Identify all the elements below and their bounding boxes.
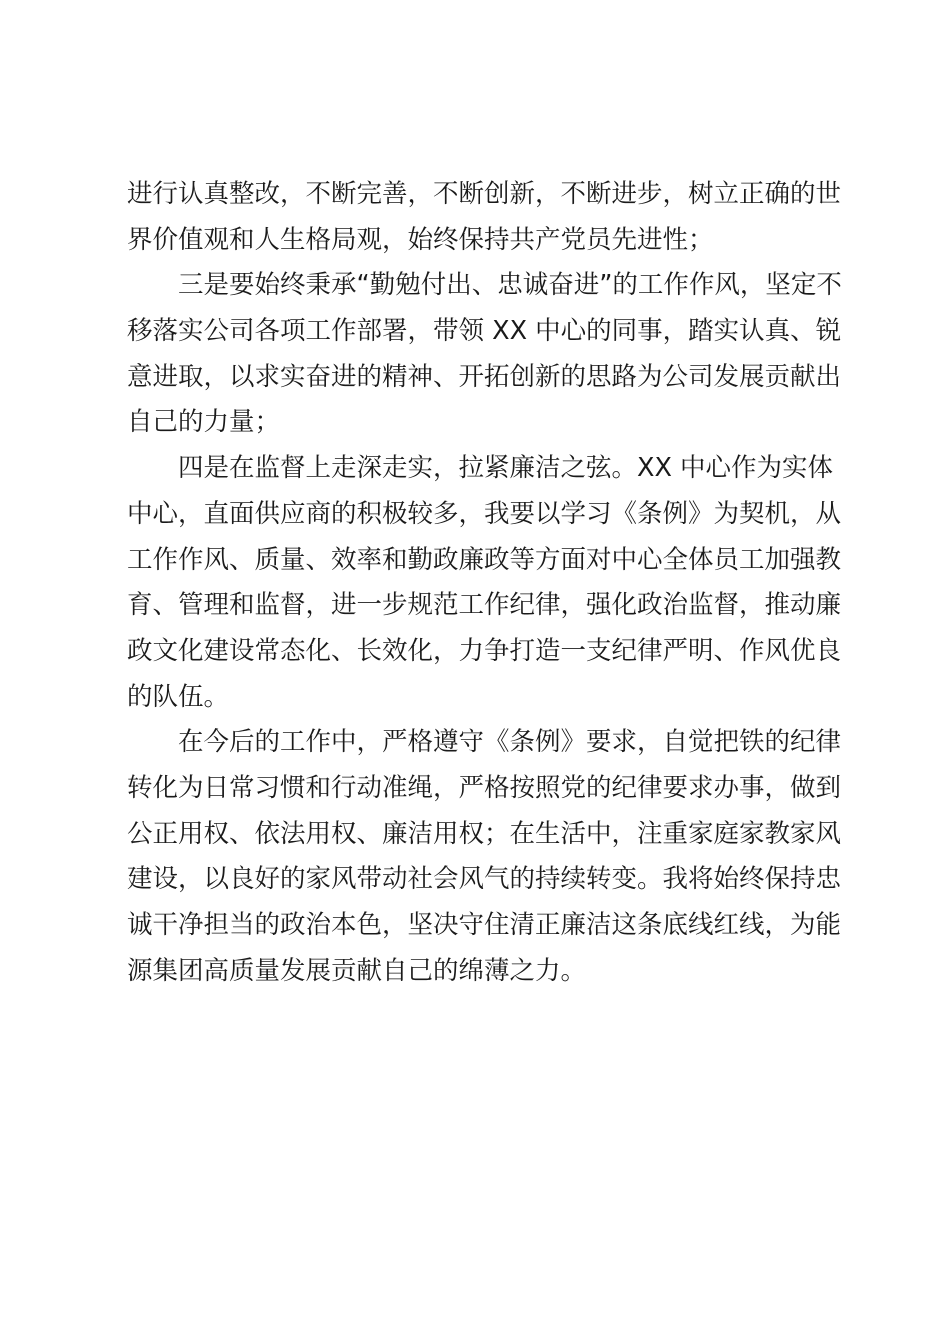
text-line: 移落实公司各项工作部署，带领 XX 中心的同事，踏实认真、锐 (127, 316, 842, 347)
text-line: 源集团高质量发展贡献自己的绵薄之力。 (127, 955, 587, 986)
text-line: 政文化建设常态化、长效化，力争打造一支纪律严明、作风优良 (127, 635, 842, 666)
text-line: 四是在监督上走深走实，拉紧廉洁之弦。XX 中心作为实体 (178, 453, 834, 484)
document-body (127, 172, 842, 994)
paragraph (127, 446, 842, 720)
text-line: 进行认真整改，不断完善，不断创新，不断进步，树立正确的世 (127, 179, 842, 209)
text-line: 诚干净担当的政治本色，坚决守住清正廉洁这条底线红线，为能 (127, 910, 842, 940)
text-line: 自己的力量； (127, 407, 281, 438)
paragraph (127, 720, 842, 994)
paragraph (127, 263, 842, 446)
text-line: 转化为日常习惯和行动准绳，严格按照党的纪律要求办事，做到 (127, 772, 842, 803)
text-line: 界价值观和人生格局观，始终保持共产党员先进性； (127, 224, 714, 255)
text-line: 工作作风、质量、效率和勤政廉政等方面对中心全体员工加强教 (127, 544, 842, 575)
text-line: 在今后的工作中，严格遵守《条例》要求，自觉把铁的纪律 (178, 727, 842, 758)
text-line: 的队伍。 (127, 681, 230, 712)
text-line: 中心，直面供应商的积极较多，我要以学习《条例》为契机，从 (127, 498, 842, 529)
text-line: 公正用权、依法用权、廉洁用权；在生活中，注重家庭家教家风 (127, 818, 842, 849)
paragraph (127, 172, 842, 263)
text-line: 建设，以良好的家风带动社会风气的持续转变。我将始终保持忠 (127, 864, 842, 895)
text-line: 育、管理和监督，进一步规范工作纪律，强化政治监督，推动廉 (127, 590, 842, 621)
text-line: 意进取，以求实奋进的精神、开拓创新的思路为公司发展贡献出 (127, 361, 842, 392)
text-line: 三是要始终秉承“勤勉付出、忠诚奋进”的工作作风，坚定不 (178, 270, 842, 301)
